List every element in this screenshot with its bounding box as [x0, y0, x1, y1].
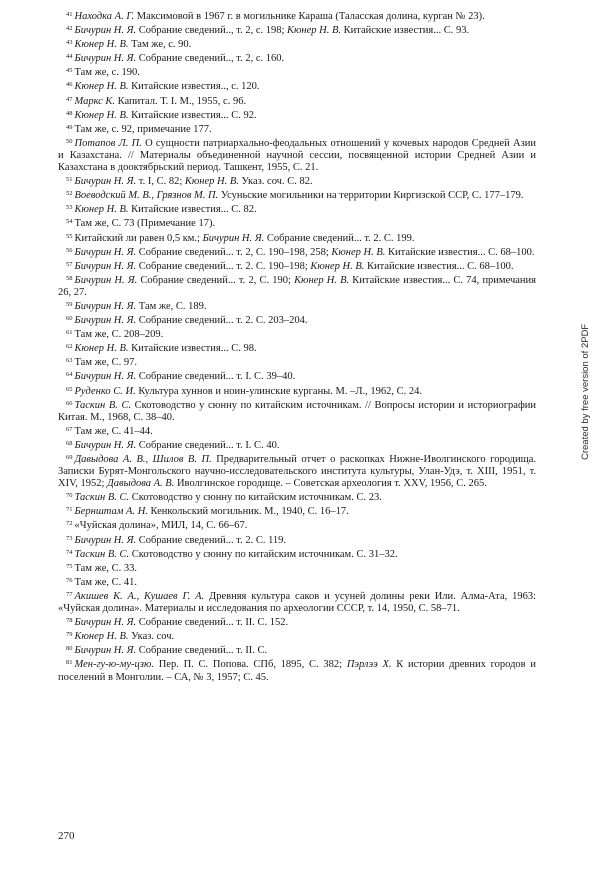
footnote-author: Бичурин Н. Я. — [202, 232, 265, 244]
footnote-author: Пэрлээ Х. — [346, 659, 392, 671]
footnote-text: Собрание сведений... т. 2. С. 190–198; — [136, 260, 311, 272]
footnote-number: 69 — [66, 454, 73, 461]
footnote-text: т. I, С. 82; — [136, 176, 185, 188]
footnote-41 — [58, 9, 536, 23]
footnote-text: Китайские известия... С. 82. — [128, 204, 257, 216]
footnote-number: 63 — [66, 357, 73, 365]
footnote-number: 46 — [66, 81, 73, 89]
footnote-56 — [58, 245, 536, 259]
footnote-text: Собрание сведений... т. 2. С. 199. — [264, 232, 415, 244]
footnote-author: Кюнер Н. В. — [294, 274, 350, 286]
footnote-text: Скотоводство у сюнну по китайским источникам. // Вопросы истории и историографии Китая. М., 1968, С. 38–40. — [58, 399, 536, 423]
footnote-number: 42 — [66, 25, 73, 33]
footnote-author: Таскин В. С. — [74, 492, 130, 504]
footnote-81 — [58, 657, 536, 683]
footnote-text: Скотоводство у сюнну по китайским источникам. С. 23. — [129, 492, 382, 504]
footnote-74 — [58, 547, 536, 561]
footnote-text: Собрание сведений... т. I. С. 40. — [136, 439, 280, 451]
footnote-number: 47 — [66, 95, 73, 103]
footnote-number: 73 — [66, 534, 73, 542]
footnote-author: Кюнер Н. В. — [74, 631, 129, 643]
footnote-author: Воеводский М. В., Грязнов М. П. — [74, 190, 219, 202]
footnote-author: Бичурин Н. Я. — [74, 53, 137, 65]
footnote-number: 45 — [66, 67, 73, 75]
footnote-text: Там же, с. 90. — [128, 39, 192, 51]
footnote-number: 57 — [66, 260, 73, 268]
footnote-number: 76 — [66, 576, 73, 584]
footnote-author: Бичурин Н. Я. — [74, 645, 137, 657]
footnote-text: Пер. П. С. Попова. СПб, 1895, С. 382; — [153, 659, 347, 671]
footnote-number: 43 — [66, 39, 73, 47]
footnote-71 — [58, 504, 536, 518]
footnote-author: Акишев К. А., Кушаев Г. А. — [74, 590, 205, 602]
footnote-author: Таскин В. С. — [74, 548, 130, 560]
footnote-author: Бичурин Н. Я. — [74, 534, 137, 546]
footnote-43 — [58, 37, 536, 51]
footnote-author: Бичурин Н. Я. — [74, 25, 137, 37]
footnote-number: 75 — [66, 562, 73, 570]
footnote-number: 53 — [66, 204, 73, 212]
footnote-text: Собрание сведений.., т. 2, с. 160. — [136, 53, 285, 65]
footnote-text: «Чуйская долина», МИЛ, 14, С. 66–67. — [74, 520, 248, 532]
footnote-57 — [58, 259, 536, 273]
footnote-number: 51 — [66, 176, 73, 184]
footnote-50 — [58, 136, 536, 174]
footnote-number: 74 — [66, 548, 73, 556]
footnote-77 — [58, 589, 536, 615]
footnote-text: Китайский ли равен 0,5 км.; — [74, 232, 203, 244]
footnote-number: 50 — [66, 137, 73, 145]
footnote-number: 79 — [66, 631, 73, 639]
footnote-text: Максимовой в 1967 г. в могильнике Караша (Таласская долина, курган № 23). — [134, 11, 485, 22]
footnote-number: 56 — [66, 246, 73, 254]
footnote-text: Китайские известия... С. 93. — [341, 25, 470, 37]
footnote-author: Кюнер Н. В. — [310, 260, 365, 272]
footnote-text: Собрание сведений... т. 2. С. 119. — [136, 534, 287, 546]
footnote-author: Бичурин Н. Я. — [74, 315, 137, 327]
footnote-author: Кюнер Н. В. — [331, 246, 386, 258]
footnote-text: Собрание сведений... т. 2, С. 190–198, 258; — [136, 246, 332, 258]
footnote-text: Там же, с. 190. — [74, 67, 140, 79]
footnote-text: Китайские известия... С. 74, примечания 26, 27. — [58, 274, 536, 298]
footnote-number: 70 — [66, 492, 73, 500]
footnote-number: 48 — [66, 109, 73, 117]
footnote-text: Там же, С. 208–209. — [74, 329, 164, 341]
footnote-author: Бернштам А. Н. — [74, 506, 148, 518]
footnote-author: Кюнер Н. В. — [287, 25, 342, 37]
footnote-number: 71 — [66, 506, 73, 514]
footnote-54 — [58, 216, 536, 230]
footnote-text: К истории древних городов и поселений в Монголии. – СА, № 3, 1957; С. 45. — [58, 659, 536, 683]
footnotes-list — [58, 9, 536, 684]
footnote-67 — [58, 424, 536, 438]
footnote-44 — [58, 51, 536, 65]
footnote-text: Собрание сведений... т. 2, С. 190; — [137, 274, 295, 286]
footnote-text: Предварительный отчет о раскопках Нижне-Иволгинского городища. Записки Бурят-Монгольского научно-исследовательского института культуры, Улан-Удэ, т. XIII, 1951, т. XIV, 1952; — [58, 454, 537, 490]
footnote-text: Собрание сведений... т. 2. С. 203–204. — [136, 315, 308, 327]
footnote-46 — [58, 79, 536, 93]
footnote-author: Таскин В. С. — [74, 399, 132, 411]
footnote-text: Там же, С. 189. — [136, 300, 207, 312]
footnote-author: Маркс К. — [74, 95, 115, 107]
footnote-text: Скотоводство у сюнну по китайским источникам. С. 31–32. — [129, 548, 398, 560]
footnote-author: Потапов Л. П. — [74, 137, 142, 149]
footnote-text: Древняя культура саков и усуней долины реки Или. Алма-Ата, 1963: «Чуйская долина». Материалы и исследования по археологии СССР, т. 14, 1950, С. 58–71. — [58, 590, 536, 615]
footnote-text: Там же, С. 97. — [74, 357, 137, 369]
footnote-author: Бичурин Н. Я. — [74, 176, 137, 188]
footnote-text: Кенкольский могильник. М., 1940, С. 16–17. — [147, 506, 349, 518]
footnote-text: Собрание сведений... т. II. С. — [136, 645, 268, 657]
footnote-42 — [58, 23, 536, 37]
footnote-text: Китайские известия... С. 92. — [128, 109, 257, 121]
footnote-79 — [58, 629, 536, 643]
footnote-author: Кюнер Н. В. — [74, 81, 129, 93]
footnote-76 — [58, 575, 536, 589]
footnote-62 — [58, 341, 536, 355]
footnote-number: 80 — [66, 645, 73, 653]
footnote-number: 62 — [66, 343, 73, 351]
footnote-text: О сущности патриархально-феодальных отношений у кочевых народов Средней Азии и Казахстана. // Материалы объединенной научной сессии, посвященной истории Средней Азии и Казахстана в дооктябрьский период. Ташкент, 1955, С. 21. — [58, 137, 536, 174]
footnote-author: Бичурин Н. Я. — [74, 300, 137, 312]
footnote-text: Там же, С. 73 (Примечание 17). — [74, 218, 216, 230]
footnote-51 — [58, 174, 536, 188]
footnote-number: 58 — [66, 274, 73, 282]
footnote-text: Там же, С. 41–44. — [74, 425, 153, 437]
footnote-61 — [58, 327, 536, 341]
footnote-text: Собрание сведений... т. II. С. 152. — [136, 617, 289, 629]
footnote-author: Кюнер Н. В. — [74, 109, 129, 121]
footnote-number: 64 — [66, 371, 73, 379]
footnote-number: 52 — [66, 190, 73, 198]
footnote-45 — [58, 65, 536, 79]
footnote-text: Указ. соч. — [128, 631, 175, 643]
watermark — [578, 160, 592, 470]
footnote-64 — [58, 369, 536, 383]
footnote-55 — [58, 231, 536, 245]
footnote-text: Китайские известия.., с. 120. — [128, 81, 260, 93]
footnote-48 — [58, 108, 536, 122]
footnote-author: Бичурин Н. Я. — [74, 260, 137, 272]
page-number: 270 — [58, 830, 75, 842]
footnote-number: 78 — [66, 617, 73, 625]
footnote-70 — [58, 490, 536, 504]
footnote-text: Китайские известия... С. 68–100. — [364, 260, 514, 272]
footnote-number: 54 — [66, 218, 73, 226]
footnote-text: Иволгинское городище. – Советская археология т. XXV, 1956, С. 265. — [174, 478, 487, 490]
footnote-number: 72 — [66, 520, 73, 528]
footnote-52 — [58, 188, 536, 202]
footnote-author: Бичурин Н. Я. — [74, 439, 137, 451]
footnote-author: Давыдова А. В., Шилов В. П. — [74, 454, 212, 465]
footnote-author: Давыдова А. В. — [107, 478, 175, 490]
footnote-author: Кюнер Н. В. — [74, 204, 129, 216]
footnote-text: Усуньские могильники на территории Киргизской ССР, С. 177–179. — [218, 190, 524, 202]
footnote-number: 66 — [66, 399, 73, 407]
footnote-69 — [58, 452, 536, 490]
footnote-78 — [58, 615, 536, 629]
footnote-number: 59 — [66, 300, 73, 308]
footnote-number: 44 — [66, 53, 73, 61]
footnote-author: Бичурин Н. Я. — [74, 617, 137, 629]
footnote-73 — [58, 533, 536, 547]
footnote-number: 68 — [66, 439, 73, 447]
footnote-60 — [58, 313, 536, 327]
footnote-number: 60 — [66, 315, 73, 323]
footnote-text: Указ. соч. С. 82. — [238, 176, 313, 188]
footnote-author: Бичурин Н. Я. — [74, 246, 137, 258]
footnote-text: Китайские известия... С. 98. — [128, 343, 257, 355]
footnote-72 — [58, 518, 536, 532]
footnote-47 — [58, 94, 536, 108]
footnote-number: 81 — [66, 659, 73, 667]
footnote-number: 65 — [66, 385, 73, 393]
footnote-number: 67 — [66, 425, 73, 433]
footnote-49 — [58, 122, 536, 136]
footnote-63 — [58, 355, 536, 369]
footnote-number: 77 — [66, 590, 73, 598]
footnote-75 — [58, 561, 536, 575]
footnote-53 — [58, 202, 536, 216]
footnote-number: 49 — [66, 123, 73, 131]
footnote-text: Культура хуннов и ноин-улинские курганы. М. –Л., 1962, С. 24. — [135, 385, 422, 397]
footnote-author: Кюнер Н. В. — [184, 176, 239, 188]
footnote-author: Руденко С. И. — [74, 385, 136, 397]
footnote-number: 55 — [66, 232, 73, 240]
footnote-number: 41 — [66, 11, 73, 18]
footnote-text: Собрание сведений... т. I. С. 39–40. — [136, 371, 296, 383]
footnote-author: Кюнер Н. В. — [74, 39, 129, 51]
footnote-66 — [58, 398, 536, 424]
footnote-text: Капитал. Т. I. М., 1955, с. 96. — [115, 95, 247, 107]
footnote-author: Находка А. Г. — [74, 11, 135, 22]
footnote-text: Там же, С. 33. — [74, 562, 137, 574]
footnote-number: 61 — [66, 329, 73, 337]
footnote-author: Бичурин Н. Я. — [74, 371, 137, 383]
footnote-65 — [58, 384, 536, 398]
footnote-author: Мен-гу-ю-му-цзю. — [74, 659, 154, 671]
footnote-author: Бичурин Н. Я. — [74, 274, 138, 286]
footnote-68 — [58, 438, 536, 452]
watermark-text: Created by free version of 2PDF — [580, 323, 591, 460]
footnote-text: Там же, с. 92, примечание 177. — [74, 123, 212, 135]
footnote-text: Китайские известия... С. 68–100. — [385, 246, 535, 258]
footnote-59 — [58, 299, 536, 313]
footnote-author: Кюнер Н. В. — [74, 343, 129, 355]
footnote-58 — [58, 273, 536, 299]
footnote-text: Там же, С. 41. — [74, 576, 137, 588]
footnote-text: Собрание сведений.., т. 2, с. 198; — [136, 25, 288, 37]
footnote-80 — [58, 643, 536, 657]
